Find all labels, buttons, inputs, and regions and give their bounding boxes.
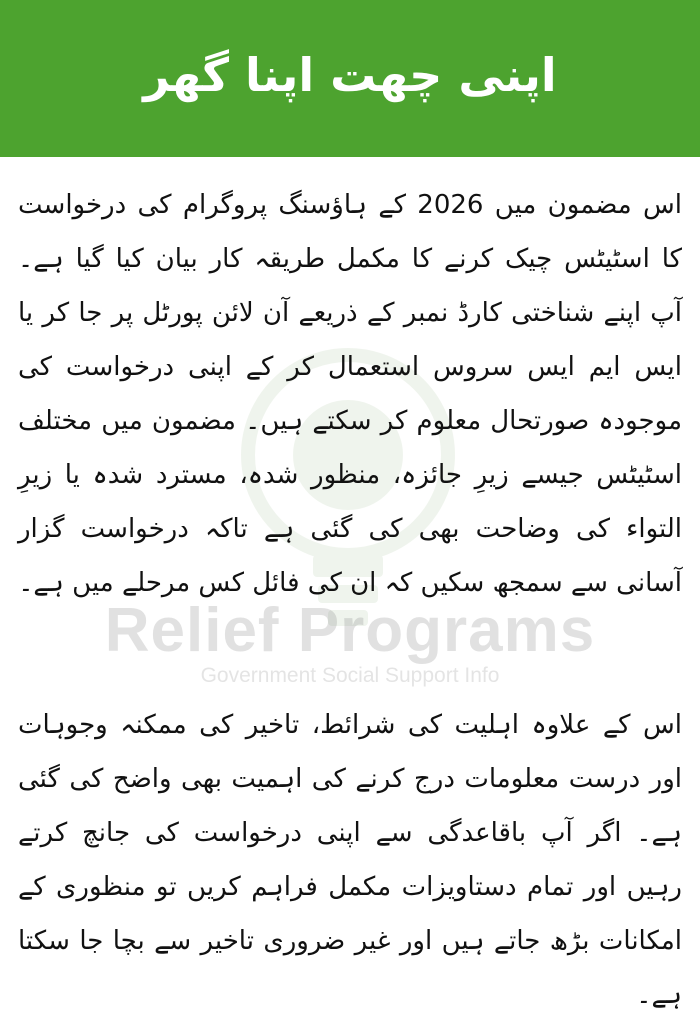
page-title: اپنی چھت اپنا گھر (143, 47, 557, 102)
header-banner (0, 0, 700, 157)
watermark-title: Relief Programs (104, 596, 596, 665)
watermark-subtitle: Government Social Support Info (200, 664, 500, 687)
article-paragraph-2: اس کے علاوہ اہلیت کی شرائط، تاخیر کی ممکنہ وجوہات اور درست معلومات درج کرنے کی اہمیت بھی واضح کی گئی ہے۔ اگر آپ باقاعدگی سے اپنی درخواست کی جانچ کرتے رہیں اور تمام دستاویزات مکمل فراہم کریں تو منظوری کے امکانات بڑھ جاتے ہیں اور غیر ضروری تاخیر سے بچا جا سکتا ہے۔ (18, 710, 682, 1010)
article-paragraph-1: اس مضمون میں 2026 کے ہاؤسنگ پروگرام کی درخواست کا اسٹیٹس چیک کرنے کا مکمل طریقہ کار بیان کیا گیا ہے۔ آپ اپنے شناختی کارڈ نمبر کے ذریعے آن لائن پورٹل پر جا کر یا ایس ایم ایس سروس استعمال کر کے اپنی درخواست کی موجودہ صورتحال معلوم کر سکتے ہیں۔ مضمون میں مختلف اسٹیٹس جیسے زیرِ جائزہ، منظور شدہ، مسترد شدہ یا زیرِ التواء کی وضاحت بھی کی گئی ہے تاکہ درخواست گزار آسانی سے سمجھ سکیں کہ ان کی فائل کس مرحلے میں ہے۔ (18, 190, 682, 598)
